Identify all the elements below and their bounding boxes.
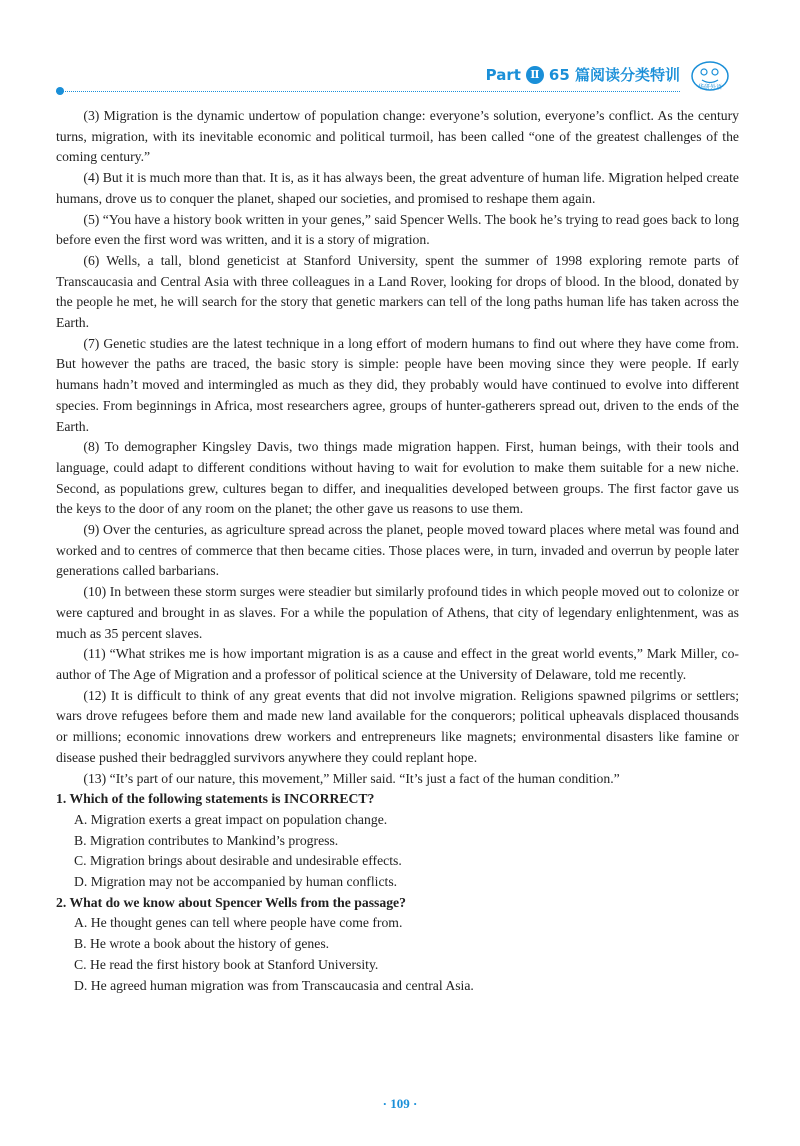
part-label: Part <box>485 65 521 84</box>
section-title: 65 篇阅读分类特训 <box>548 66 680 84</box>
option-c: C. He read the first history book at Stanford University. <box>74 956 379 972</box>
part-numeral-badge: Ⅱ <box>526 66 544 84</box>
publisher-logo-icon <box>690 60 730 92</box>
article-body <box>56 106 739 996</box>
question-stem: 2. What do we know about Spencer Wells from the passage? <box>56 894 406 910</box>
option-d: D. He agreed human migration was from Transcaucasia and central Asia. <box>74 977 474 993</box>
paragraph-13: (13) “It’s part of our nature, this movement,” Miller said. “It’s just a fact of the human condition.” <box>83 770 620 786</box>
paragraph-10: (10) In between these storm surges were steadier but similarly profound tides in which people moved out to colonize or were captured and brought in as slaves. For a while the population of Athens, that city of legendary enlightenment, was as much as 35 percent slaves. <box>56 584 739 641</box>
paragraph-11: (11) “What strikes me is how important migration is as a cause and effect in the great world events,” Mark Miller, co-author of The Age of Migration and a professor of political science at the University of Delaware, told me recently. <box>56 646 739 682</box>
paragraph-12: (12) It is difficult to think of any great events that did not involve migration. Religions spawned pilgrims or settlers; wars drove refugees before them and made new land available for the conquerors; political upheavals displaced thousands or millions; economic innovations drew workers and entrepreneurs like magnets; environmental disasters like famine or disease pushed their bedraggled survivors anywhere they could replant hope. <box>56 687 739 765</box>
option-a: A. Migration exerts a great impact on population change. <box>74 811 388 827</box>
option-b: B. Migration contributes to Mankind’s progress. <box>74 832 339 848</box>
option-d: D. Migration may not be accompanied by human conflicts. <box>74 874 398 890</box>
logo-text: 华研外语 <box>697 84 723 91</box>
option-a: A. He thought genes can tell where people have come from. <box>74 915 403 931</box>
question-1 <box>56 789 739 893</box>
header-title <box>486 64 680 85</box>
paragraph-9: (9) Over the centuries, as agriculture spread across the planet, people moved toward places where metal was found and worked and to centres of commerce that then became cities. Those places were, in turn, invaded and overrun by people later generations called barbarians. <box>56 522 739 579</box>
question-2 <box>56 893 739 997</box>
question-stem: 1. Which of the following statements is INCORRECT? <box>56 791 375 807</box>
option-c: C. Migration brings about desirable and undesirable effects. <box>74 853 402 869</box>
header-dotted-rule <box>56 91 680 92</box>
page-number: · 109 · <box>382 1096 418 1111</box>
header-rule-dot <box>56 87 64 95</box>
paragraph-8: (8) To demographer Kingsley Davis, two things made migration happen. First, human beings, with their tools and language, could adapt to different conditions without having to wait for evolution to make them suitable for a new niche. Second, as populations grew, cultures began to differ, and inequalities developed between groups. The first factor gave us the keys to the door of any room on the planet; the other gave us reasons to use them. <box>56 439 739 517</box>
paragraph-6: (6) Wells, a tall, blond geneticist at Stanford University, spent the summer of 1998 exploring remote parts of Transcaucasia and Central Asia with three colleagues in a Land Rover, looking for drops of blood. In the blood, donated by the people he met, he will search for the story that genetic markers can tell of the long paths human life has taken across the Earth. <box>56 252 739 331</box>
paragraph-5: (5) “You have a history book written in your genes,” said Spencer Wells. The book he’s trying to read goes back to long before even the first word was written, and it is a story of migration. <box>56 211 739 248</box>
paragraph-3: (3) Migration is the dynamic undertow of population change: everyone’s solution, everyone’s conflict. As the century turns, migration, with its inevitable economic and political turmoil, has been called “one of the greatest challenges of the coming century.” <box>56 108 739 165</box>
page-header <box>56 56 732 96</box>
paragraph-7: (7) Genetic studies are the latest technique in a long effort of modern humans to find out where they have come from. But however the paths are traced, the basic story is simple: people have been moving since they were people. If early humans hadn’t moved and intermingled as much as they did, they probably would have continued to evolve into different species. From beginnings in Africa, most researchers agree, groups of hunter-gatherers spread out, driven to the ends of the Earth. <box>56 335 739 434</box>
option-b: B. He wrote a book about the history of genes. <box>74 936 330 952</box>
paragraph-4: (4) But it is much more than that. It is, as it has always been, the great adventure of human life. Migration helped create humans, drove us to conquer the planet, shaped our societies, and promised to reshape them again. <box>56 170 739 206</box>
